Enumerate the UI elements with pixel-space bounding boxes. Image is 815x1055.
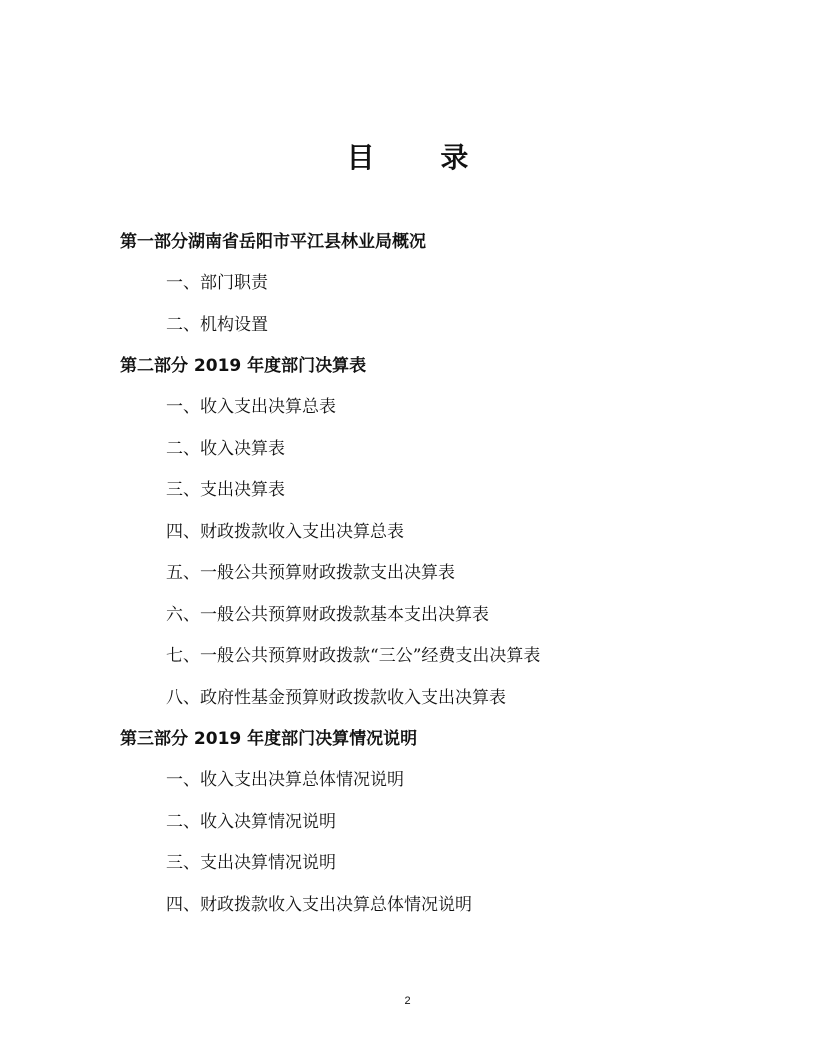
- part-1-heading: 第一部分湖南省岳阳市平江县林业局概况: [120, 232, 426, 252]
- part-2-item-4: 四、财政拨款收入支出决算总表: [166, 521, 404, 542]
- part-3-heading: 第三部分 2019 年度部门决算情况说明: [120, 729, 418, 749]
- part-1-item-1: 一、部门职责: [166, 273, 268, 293]
- part-2-item-5: 五、一般公共预算财政拨款支出决算表: [166, 563, 455, 583]
- part-2-item-1: 一、收入支出决算总表: [166, 397, 336, 417]
- part-2-item-3: 三、支出决算表: [166, 480, 285, 500]
- part-2-item-2: 二、收入决算表: [166, 438, 285, 459]
- toc-title: 目 录: [346, 141, 497, 174]
- part-2-item-8: 八、政府性基金预算财政拨款收入支出决算表: [166, 687, 506, 708]
- part-1-item-2: 二、机构设置: [166, 314, 268, 335]
- page-number: 2: [404, 995, 411, 1007]
- part-2-item-6: 六、一般公共预算财政拨款基本支出决算表: [166, 604, 489, 625]
- part-3-item-1: 一、收入支出决算总体情况说明: [166, 770, 404, 790]
- table-of-contents: [120, 222, 740, 926]
- part-3-item-4: 四、财政拨款收入支出决算总体情况说明: [166, 894, 472, 915]
- part-2-heading: 第二部分 2019 年度部门决算表: [120, 356, 367, 376]
- part-2-item-7: 七、一般公共预算财政拨款“三公”经费支出决算表: [166, 646, 541, 666]
- part-3-item-2: 二、收入决算情况说明: [166, 811, 336, 832]
- part-3-item-3: 三、支出决算情况说明: [166, 853, 336, 873]
